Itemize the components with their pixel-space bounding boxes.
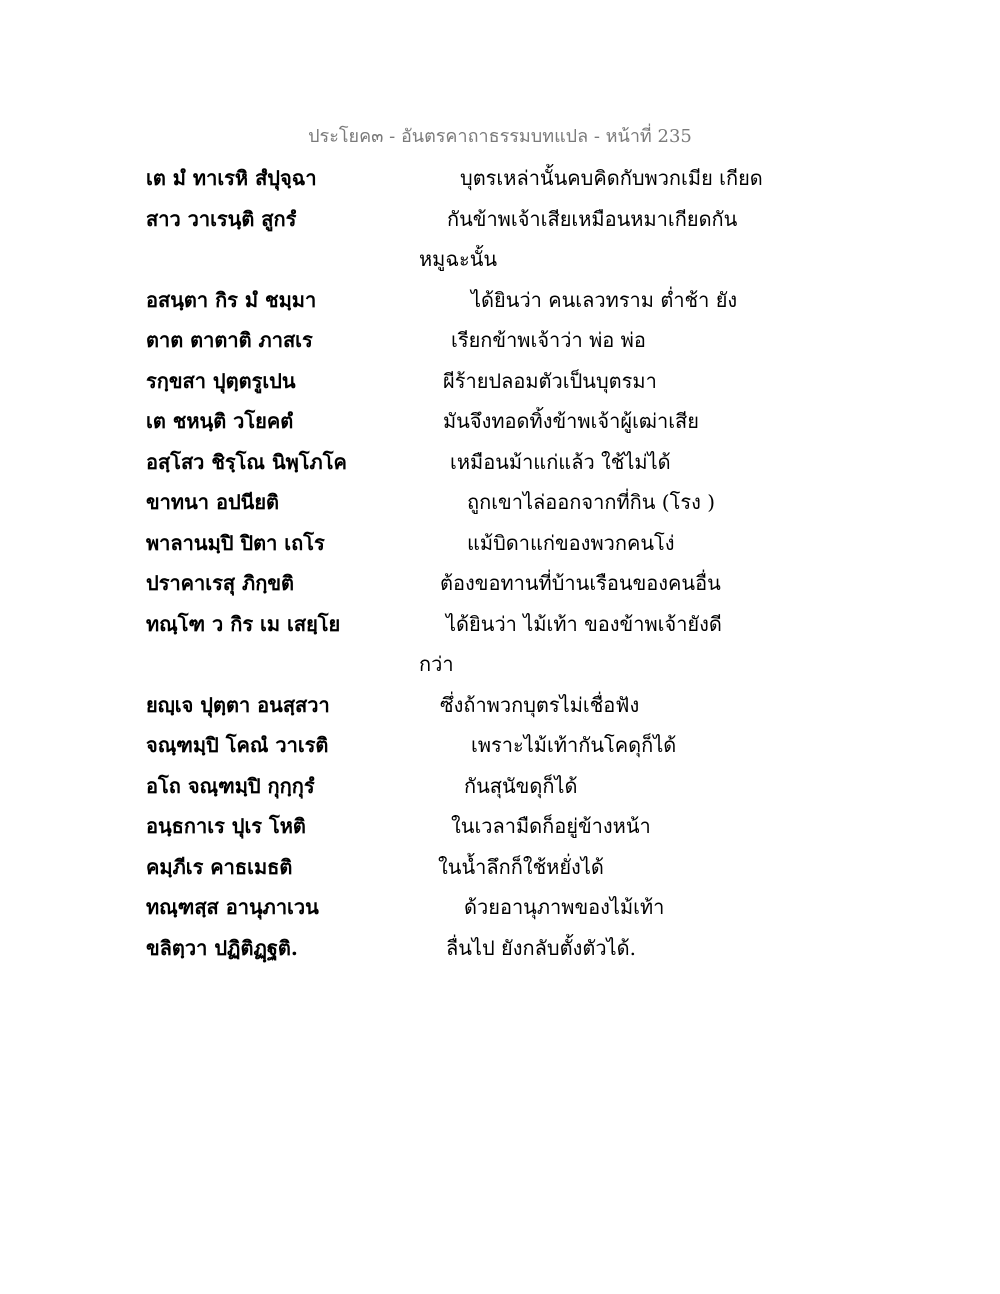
thai-translation-line: ถูกเขาไล่ออกจากที่กิน (โรง ) — [467, 490, 715, 514]
thai-translation-line: เพราะไม้เท้ากันโคดุก็ได้ — [471, 733, 677, 757]
pali-verse-line: จณฺฑมฺปิ โคณํ วาเรติ — [146, 733, 329, 757]
thai-translation-line: ผีร้ายปลอมตัวเป็นบุตรมา — [443, 369, 657, 393]
pali-verse-line: อโถ จณฺฑมฺปิ กุกฺกุรํ — [146, 774, 315, 798]
pali-verse-line: อนฺธกาเร ปุเร โหติ — [146, 814, 306, 838]
pali-verse-line: อสฺโสว ชิรฺโณ นิพฺโภโค — [146, 450, 347, 474]
pali-verse-line: เต ชหนฺติ วโยคตํ — [146, 409, 294, 433]
thai-translation-line: ซึ่งถ้าพวกบุตรไม่เชื่อฟัง — [440, 693, 640, 717]
pali-verse-line: ปราคาเรสุ ภิกฺขติ — [146, 571, 294, 595]
thai-translation-line: ในน้ำลึกก็ใช้หยั่งได้ — [438, 855, 604, 879]
thai-translation-line: ด้วยอานุภาพของไม้เท้า — [464, 895, 665, 919]
thai-translation-line: ลื่นไป ยังกลับตั้งตัวได้. — [446, 936, 636, 960]
thai-translation-line: ได้ยินว่า ไม้เท้า ของข้าพเจ้ายังดี — [446, 612, 722, 636]
thai-translation-line: กว่า — [419, 652, 454, 676]
pali-verse-line: ตาต ตาตาติ ภาสเร — [146, 328, 313, 352]
thai-translation-line: กันสุนัขดุก็ได้ — [464, 774, 578, 798]
pali-verse-line: ทณฺฑสฺส อานุภาเวน — [146, 895, 319, 919]
pali-verse-line: ยญฺเจ ปุตฺตา อนสฺสวา — [146, 693, 330, 717]
pali-verse-line: เต มํ ทาเรหิ สํปุจฺฉา — [146, 166, 317, 190]
page-header: ประโยค๓ - อันตรคาถาธรรมบทแปล - หน้าที่ 235 — [308, 126, 692, 147]
thai-translation-line: ได้ยินว่า คนเลวทราม ต่ำช้า ยัง — [471, 288, 738, 312]
pali-verse-line: ขลิตฺวา ปฏิติฏฺฐติ. — [146, 936, 298, 960]
pali-verse-line: พาลานมฺปิ ปิตา เถโร — [146, 531, 325, 555]
thai-translation-line: ต้องขอทานที่บ้านเรือนของคนอื่น — [440, 571, 721, 595]
thai-translation-line: เรียกข้าพเจ้าว่า พ่อ พ่อ — [451, 328, 646, 352]
thai-translation-line: เหมือนม้าแก่แล้ว ใช้ไม่ได้ — [450, 450, 671, 474]
thai-translation-line: บุตรเหล่านั้นคบคิดกับพวกเมีย เกียด — [460, 166, 763, 190]
thai-translation-line: ในเวลามืดก็อยู่ข้างหน้า — [451, 814, 651, 838]
pali-verse-line: รกฺขสา ปุตฺตรูเปน — [146, 369, 296, 393]
thai-translation-line: หมูฉะนั้น — [419, 247, 498, 271]
thai-translation-line: กันข้าพเจ้าเสียเหมือนหมาเกียดกัน — [447, 207, 738, 231]
pali-verse-line: สาว วาเรนฺติ สูกรํ — [146, 207, 297, 231]
pali-verse-line: อสนฺตา กิร มํ ชมฺมา — [146, 288, 317, 312]
pali-verse-line: คมฺภีเร คาธเมธติ — [146, 855, 293, 879]
thai-translation-line: แม้บิดาแก่ของพวกคนโง่ — [467, 531, 675, 555]
thai-translation-line: มันจึงทอดทิ้งข้าพเจ้าผู้เฒ่าเสีย — [443, 409, 699, 433]
pali-verse-line: ทณฺโฑ ว กิร เม เสยฺโย — [146, 612, 341, 636]
pali-verse-line: ขาทนา อปนียติ — [146, 490, 280, 514]
